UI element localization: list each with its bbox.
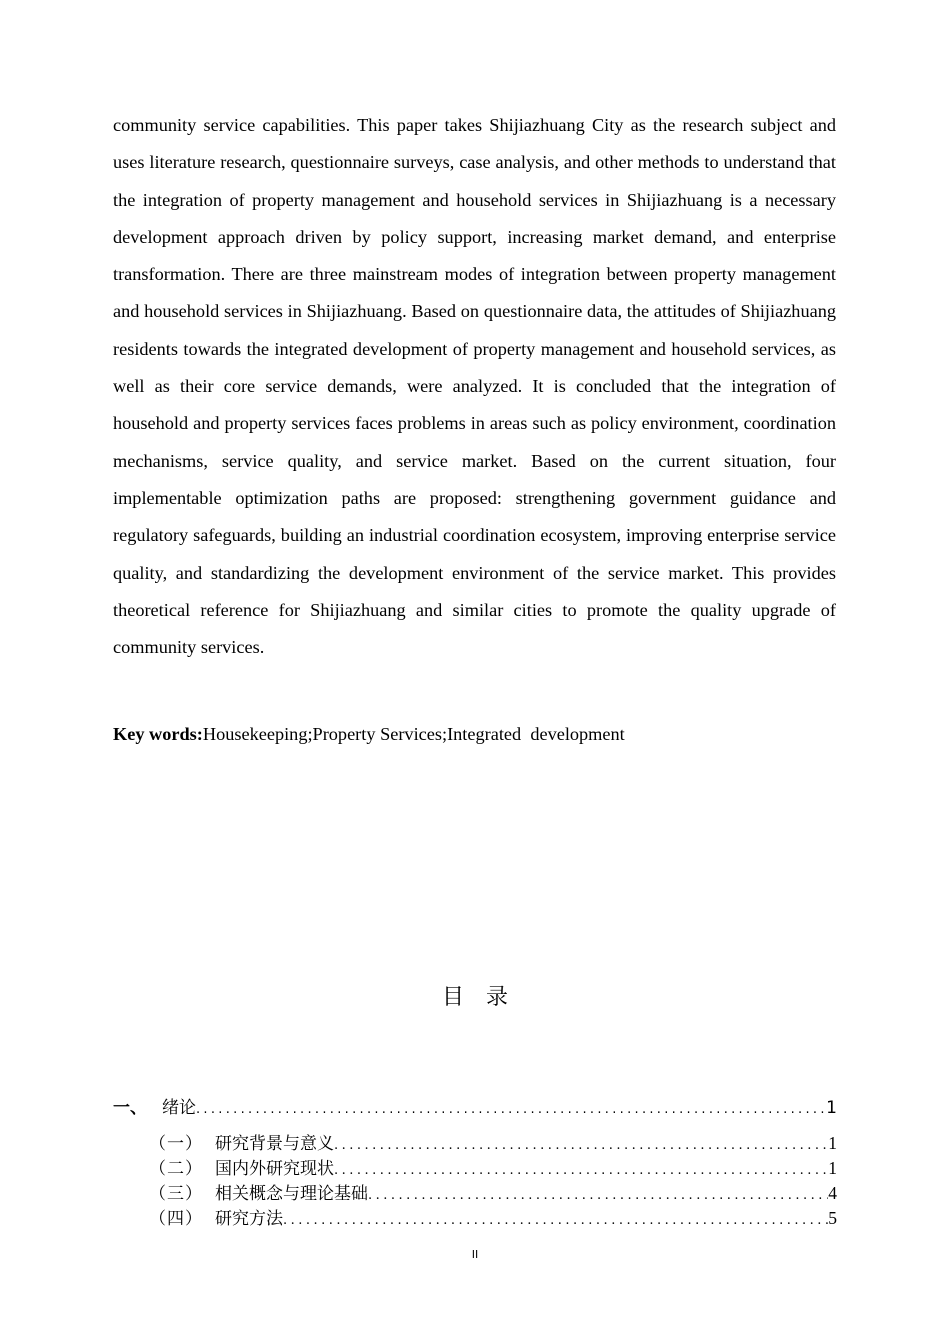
toc-entry-number: （二） (149, 1159, 203, 1179)
toc-entry-label: 相关概念与理论基础 (215, 1184, 368, 1204)
toc-dot-leader (368, 1183, 828, 1206)
toc-title: 目 录 (441, 985, 508, 1010)
toc-dot-leader (283, 1208, 828, 1231)
toc-entry-label: 研究方法 (215, 1209, 283, 1229)
toc-entry-number: （一） (149, 1134, 203, 1154)
toc-entry-label: 国内外研究现状 (215, 1159, 334, 1179)
toc-dot-leader (334, 1158, 828, 1181)
toc-entry-page: 4 (828, 1183, 837, 1203)
toc-entry-number: 一、 (113, 1098, 147, 1118)
toc-entry-introduction[interactable] (113, 1094, 837, 1122)
toc-entry-number: （四） (149, 1209, 203, 1229)
toc-entry-page: 1 (828, 1158, 837, 1178)
toc-entry-page: 1 (826, 1098, 837, 1118)
toc-entry-label: 研究背景与意义 (215, 1134, 334, 1154)
toc-dot-leader (196, 1096, 826, 1122)
toc-entry-methods[interactable] (149, 1206, 837, 1231)
keywords-label: Key words: (113, 724, 203, 744)
page-number: II (471, 1248, 479, 1261)
toc-dot-leader (334, 1133, 828, 1156)
toc-entry-page: 5 (828, 1208, 837, 1228)
toc-entry-page: 1 (828, 1133, 837, 1153)
toc-entry-background[interactable] (149, 1131, 837, 1156)
toc-entry-number: （三） (149, 1184, 203, 1204)
toc-entry-label: 绪论 (162, 1098, 196, 1118)
toc-entry-literature-review[interactable] (149, 1156, 837, 1181)
keywords-value: Housekeeping;Property Services;Integrated development (202, 724, 625, 744)
abstract-body: community service capabilities. This paper takes Shijiazhuang City as the research subject and uses literature research, questionnaire surveys, case analysis, and other methods to understand that the integration of property management and household services in Shijiazhuang is a necessary development approach driven by policy support, increasing market demand, and enterprise transformation. There are three mainstream modes of integration between property management and household services in Shijiazhuang. Based on questionnaire data, the attitudes of Shijiazhuang residents towards the integrated development of property management and household services, as well as their core service demands, were analyzed. It is concluded that the integration of household and property services faces problems in areas such as policy environment, coordination mechanisms, service quality, and service market. Based on the current situation, four implementable optimization paths are proposed: strengthening government guidance and regulatory safeguards, building an industrial coordination ecosystem, improving enterprise service quality, and standardizing the development environment of the service market. This provides theoretical reference for Shijiazhuang and similar cities to promote the quality upgrade of community services. (113, 115, 836, 658)
keywords-line (113, 716, 836, 753)
toc-entry-concepts-theory[interactable] (149, 1181, 837, 1206)
